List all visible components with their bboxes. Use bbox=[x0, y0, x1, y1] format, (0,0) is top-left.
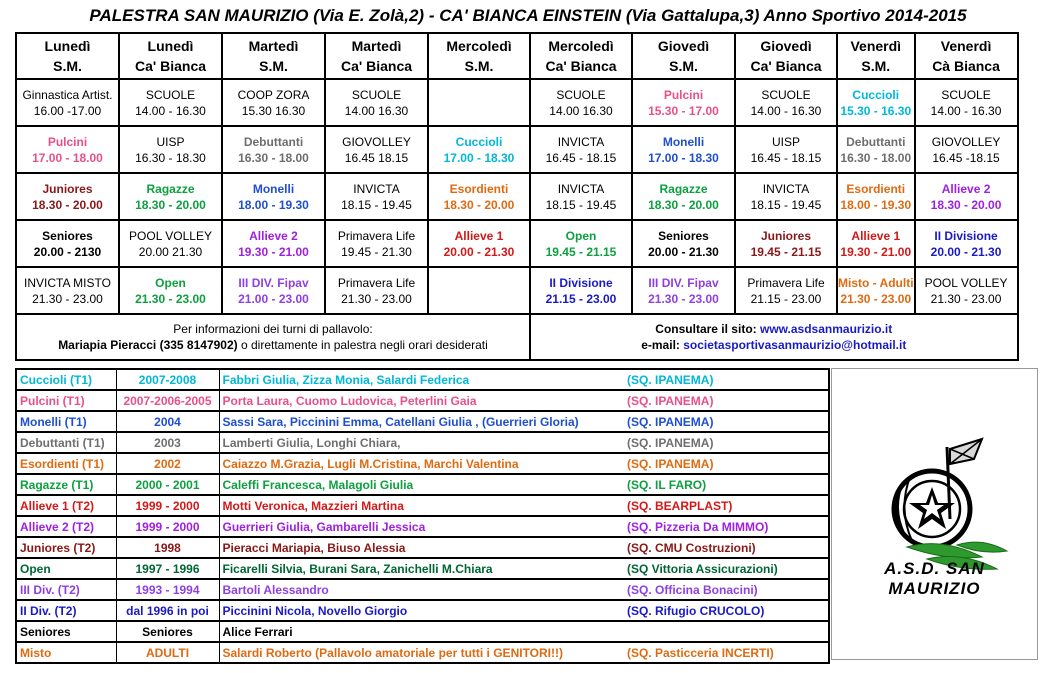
slot-team: Primavera Life bbox=[747, 275, 825, 290]
schedule-slot bbox=[119, 220, 222, 267]
roster-year: 1999 - 2000 bbox=[116, 495, 219, 516]
roster-row bbox=[16, 369, 829, 390]
slot-team: SCUOLE bbox=[351, 87, 402, 102]
slot-time: 16.45 - 18.15 bbox=[750, 150, 822, 165]
slot-team: POOL VOLLEY bbox=[129, 228, 212, 243]
gym-name: Ca' Bianca bbox=[134, 58, 207, 74]
schedule-slot bbox=[325, 220, 428, 267]
slot-team: INVICTA bbox=[762, 181, 810, 196]
day-name: Venerdì bbox=[850, 38, 902, 54]
roster-names: Lamberti Giulia, Longhi Chiara, bbox=[219, 432, 624, 453]
roster-team: (SQ Vittoria Assicurazioni) bbox=[624, 558, 829, 579]
logo-text-line1: A.S.D. SAN bbox=[884, 559, 985, 578]
roster-names: Pieracci Mariapia, Biuso Alessia bbox=[219, 537, 624, 558]
schedule-slot bbox=[530, 173, 632, 220]
roster-row bbox=[16, 432, 829, 453]
slot-team: Allieve 1 bbox=[851, 228, 901, 243]
schedule-slot bbox=[16, 220, 119, 267]
roster-year: 2007-2008 bbox=[116, 369, 219, 390]
slot-time: 21.15 - 23.00 bbox=[545, 291, 617, 306]
slot-time: 21.15 - 23.00 bbox=[750, 291, 822, 306]
slot-time: 18.30 - 20.00 bbox=[443, 197, 515, 212]
roster-row bbox=[16, 600, 829, 621]
day-header bbox=[325, 33, 428, 79]
slot-time: 16.45 18.15 bbox=[344, 150, 409, 165]
slot-team: GIOVOLLEY bbox=[931, 134, 1001, 149]
roster-group: Debuttanti (T1) bbox=[16, 432, 116, 453]
roster-team: (SQ. Officina Bonacini) bbox=[624, 579, 829, 600]
schedule-slot bbox=[530, 79, 632, 126]
schedule-slot bbox=[735, 173, 837, 220]
roster-team: (SQ. IPANEMA) bbox=[624, 432, 829, 453]
info-line: Per informazioni dei turni di pallavolo: bbox=[173, 322, 373, 336]
roster-row bbox=[16, 516, 829, 537]
slot-team: Ginnastica Artist. bbox=[22, 87, 113, 102]
roster-team: (SQ. Rifugio CRUCOLO) bbox=[624, 600, 829, 621]
roster-team: (SQ. Pasticceria INCERTI) bbox=[624, 642, 829, 663]
roster-group: Seniores bbox=[16, 621, 116, 642]
slot-time: 20.00 - 21.30 bbox=[648, 244, 719, 259]
gym-name: Cà Bianca bbox=[932, 58, 1000, 74]
roster-team: (SQ. IPANEMA) bbox=[624, 390, 829, 411]
slot-time: 17.00 - 18.30 bbox=[648, 150, 719, 165]
schedule-slot bbox=[735, 220, 837, 267]
schedule-slot bbox=[428, 173, 530, 220]
roster-row bbox=[16, 642, 829, 663]
slot-time: 21.30 - 23.00 bbox=[648, 291, 719, 306]
schedule-slot bbox=[325, 79, 428, 126]
site-line bbox=[531, 321, 1017, 337]
roster-year: 1999 - 2000 bbox=[116, 516, 219, 537]
slot-team: SCUOLE bbox=[145, 87, 196, 102]
slot-time: 19.45 - 21.30 bbox=[341, 244, 412, 259]
schedule-slot bbox=[915, 267, 1018, 314]
slot-team: Pulcini bbox=[663, 87, 704, 102]
slot-time: 18.00 - 19.30 bbox=[840, 197, 912, 212]
slot-time: 20.00 - 21.30 bbox=[930, 244, 1002, 259]
roster-year: 2003 bbox=[116, 432, 219, 453]
roster-row bbox=[16, 453, 829, 474]
schedule-slot bbox=[222, 220, 325, 267]
slot-time: 18.30 - 20.00 bbox=[32, 197, 103, 212]
slot-team: Juniores bbox=[42, 181, 93, 196]
roster-names: Ficarelli Silvia, Burani Sara, Zanichelli M.Chiara bbox=[219, 558, 624, 579]
schedule-slot bbox=[222, 267, 325, 314]
slot-time: 19.45 - 21.15 bbox=[545, 244, 617, 259]
gym-name: Ca' Bianca bbox=[545, 58, 617, 74]
slot-time: 16.30 - 18.00 bbox=[238, 150, 309, 165]
schedule-slot bbox=[837, 173, 915, 220]
website-link[interactable]: www.asdsanmaurizio.it bbox=[759, 322, 893, 336]
schedule-slot bbox=[632, 173, 735, 220]
slot-time: 18.00 - 19.30 bbox=[238, 197, 309, 212]
day-name: Lunedì bbox=[147, 38, 194, 54]
slot-time: 19.30 - 21.00 bbox=[840, 244, 912, 259]
slot-time: 19.45 - 21.15 bbox=[750, 244, 822, 259]
roster-names: Alice Ferrari bbox=[219, 621, 624, 642]
roster-team: (SQ. CMU Costruzioni) bbox=[624, 537, 829, 558]
schedule-slot bbox=[325, 173, 428, 220]
slot-team: Primavera Life bbox=[337, 228, 416, 243]
slot-time: 14.00 - 16.30 bbox=[750, 103, 822, 118]
schedule-slot bbox=[16, 173, 119, 220]
schedule-slot bbox=[837, 267, 915, 314]
roster-names: Motti Veronica, Mazzieri Martina bbox=[219, 495, 624, 516]
slot-time: 18.15 - 19.45 bbox=[750, 197, 822, 212]
website-info bbox=[530, 314, 1018, 360]
day-name: Giovedì bbox=[760, 38, 812, 54]
schedule-slot bbox=[915, 173, 1018, 220]
slot-team: Seniores bbox=[42, 228, 93, 243]
slot-time: 18.30 - 20.00 bbox=[648, 197, 719, 212]
schedule-slot bbox=[119, 126, 222, 173]
slot-team: Primavera Life bbox=[337, 275, 416, 290]
slot-team: Seniores bbox=[658, 228, 709, 243]
roster-group: Pulcini (T1) bbox=[16, 390, 116, 411]
roster-team: (SQ. IPANEMA) bbox=[624, 453, 829, 474]
roster-row bbox=[16, 621, 829, 642]
slot-team: Pulcini bbox=[47, 134, 88, 149]
slot-team: Esordienti bbox=[449, 181, 509, 196]
schedule-slot bbox=[428, 267, 530, 314]
roster-row bbox=[16, 390, 829, 411]
day-header bbox=[428, 33, 530, 79]
email-line bbox=[531, 337, 1017, 353]
slot-team: Juniores bbox=[760, 228, 811, 243]
slot-team: COOP ZORA bbox=[237, 87, 310, 102]
slot-time: 15.30 - 17.00 bbox=[648, 103, 719, 118]
roster-row bbox=[16, 558, 829, 579]
roster-row bbox=[16, 474, 829, 495]
roster-year: Seniores bbox=[116, 621, 219, 642]
schedule-slot bbox=[119, 267, 222, 314]
roster-names: Sassi Sara, Piccinini Emma, Catellani Giulia , (Guerrieri Gloria) bbox=[219, 411, 624, 432]
slot-time: 21.30 - 23.00 bbox=[32, 291, 103, 306]
slot-team: II Divisione bbox=[934, 228, 998, 243]
slot-time: 16.30 - 18.00 bbox=[840, 150, 912, 165]
roster-group: II Div. (T2) bbox=[16, 600, 116, 621]
email-label: e-mail: bbox=[641, 338, 684, 352]
slot-time: 20.00 - 21.30 bbox=[443, 244, 515, 259]
roster-names: Fabbri Giulia, Zizza Monia, Salardi Federica bbox=[219, 369, 624, 390]
slot-time: 14.00 - 16.30 bbox=[930, 103, 1002, 118]
contact-name: Mariapia Pieracci (335 8147902) bbox=[58, 338, 238, 352]
roster-group: III Div. (T2) bbox=[16, 579, 116, 600]
slot-time: 15.30 16.30 bbox=[241, 103, 306, 118]
roster-row bbox=[16, 495, 829, 516]
day-header bbox=[915, 33, 1018, 79]
slot-team: Open bbox=[565, 228, 597, 243]
schedule-slot bbox=[915, 79, 1018, 126]
gym-name: Ca' Bianca bbox=[750, 58, 822, 74]
gym-name: S.M. bbox=[861, 58, 891, 74]
slot-time: 16.30 - 18.30 bbox=[135, 150, 206, 165]
roster-group: Cuccioli (T1) bbox=[16, 369, 116, 390]
schedule-slot bbox=[530, 220, 632, 267]
slot-team: Allieve 2 bbox=[941, 181, 991, 196]
info-line bbox=[17, 337, 529, 353]
slot-team: III DIV. Fipav bbox=[648, 275, 719, 290]
day-name: Lunedì bbox=[44, 38, 91, 54]
schedule-slot bbox=[632, 267, 735, 314]
roster-year: ADULTI bbox=[116, 642, 219, 663]
roster-year: 2002 bbox=[116, 453, 219, 474]
day-name: Martedì bbox=[351, 38, 402, 54]
slot-time: 19.30 - 21.00 bbox=[238, 244, 309, 259]
site-label: Consultare il sito: bbox=[655, 322, 760, 336]
slot-team: Cuccioli bbox=[455, 134, 503, 149]
slot-team: GIOVOLLEY bbox=[342, 134, 411, 149]
slot-team: Monelli bbox=[252, 181, 295, 196]
slot-team: Debuttanti bbox=[846, 134, 906, 149]
slot-team: III DIV. Fipav bbox=[238, 275, 309, 290]
day-header bbox=[735, 33, 837, 79]
schedule-slot bbox=[16, 126, 119, 173]
roster-team: (SQ. IL FARO) bbox=[624, 474, 829, 495]
slot-team: POOL VOLLEY bbox=[924, 275, 1008, 290]
roster-year: 2007-2006-2005 bbox=[116, 390, 219, 411]
slot-time: 17.00 - 18.30 bbox=[443, 150, 515, 165]
slot-team: INVICTA bbox=[557, 134, 605, 149]
slot-team: Ragazze bbox=[146, 181, 195, 196]
day-header bbox=[222, 33, 325, 79]
schedule-slot bbox=[428, 79, 530, 126]
contact-rest: o direttamente in palestra negli orari desiderati bbox=[237, 338, 488, 352]
roster-year: 2004 bbox=[116, 411, 219, 432]
slot-time: 14.00 16.30 bbox=[344, 103, 409, 118]
roster-group: Monelli (T1) bbox=[16, 411, 116, 432]
day-header bbox=[530, 33, 632, 79]
schedule-slot bbox=[16, 79, 119, 126]
schedule-slot bbox=[530, 267, 632, 314]
schedule-slot bbox=[325, 267, 428, 314]
day-name: Mercoledì bbox=[548, 38, 614, 54]
slot-team: INVICTA MISTO bbox=[24, 275, 111, 290]
slot-team: II Divisione bbox=[549, 275, 613, 290]
gym-name: S.M. bbox=[669, 58, 698, 74]
slot-time: 21.30 - 23.00 bbox=[840, 291, 912, 306]
schedule-slot bbox=[735, 267, 837, 314]
roster-team: (SQ. Pizzeria Da MIMMO) bbox=[624, 516, 829, 537]
roster-year: 1998 bbox=[116, 537, 219, 558]
slot-time: 18.30 - 20.00 bbox=[135, 197, 206, 212]
team-roster bbox=[15, 368, 830, 664]
roster-team: (SQ. IPANEMA) bbox=[624, 369, 829, 390]
slot-time: 15.30 - 16.30 bbox=[840, 103, 912, 118]
gym-name: S.M. bbox=[53, 58, 82, 74]
schedule-slot bbox=[428, 126, 530, 173]
slot-time: 21.00 - 23.00 bbox=[238, 291, 309, 306]
slot-time: 21.30 - 23.00 bbox=[341, 291, 412, 306]
roster-year: 1993 - 1994 bbox=[116, 579, 219, 600]
club-logo bbox=[831, 368, 1038, 660]
slot-time: 14.00 16.30 bbox=[549, 103, 613, 118]
email-link[interactable]: societasportivasanmaurizio@hotmail.it bbox=[683, 338, 907, 352]
slot-team: Ragazze bbox=[659, 181, 708, 196]
roster-year: 2000 - 2001 bbox=[116, 474, 219, 495]
slot-team: Debuttanti bbox=[243, 134, 304, 149]
schedule-slot bbox=[837, 126, 915, 173]
schedule-slot bbox=[16, 267, 119, 314]
day-header bbox=[837, 33, 915, 79]
slot-team: SCUOLE bbox=[941, 87, 991, 102]
slot-team: UISP bbox=[156, 134, 185, 149]
slot-time: 14.00 - 16.30 bbox=[135, 103, 206, 118]
day-header bbox=[632, 33, 735, 79]
schedule-slot bbox=[837, 220, 915, 267]
roster-group: Allieve 2 (T2) bbox=[16, 516, 116, 537]
roster-row bbox=[16, 411, 829, 432]
roster-names: Guerrieri Giulia, Gambarelli Jessica bbox=[219, 516, 624, 537]
contact-info bbox=[16, 314, 530, 360]
slot-time: 21.30 - 23.00 bbox=[135, 291, 206, 306]
slot-team: Allieve 1 bbox=[454, 228, 504, 243]
slot-time: 17.00 - 18.00 bbox=[32, 150, 103, 165]
schedule-slot bbox=[632, 79, 735, 126]
roster-team: (SQ. IPANEMA) bbox=[624, 411, 829, 432]
slot-time: 20.00 21.30 bbox=[138, 244, 203, 259]
slot-team: SCUOLE bbox=[556, 87, 606, 102]
logo-text-line2: MAURIZIO bbox=[888, 579, 981, 598]
roster-row bbox=[16, 579, 829, 600]
schedule-slot bbox=[915, 126, 1018, 173]
schedule-slot bbox=[119, 173, 222, 220]
gym-name: S.M. bbox=[464, 58, 494, 74]
slot-team: Monelli bbox=[662, 134, 705, 149]
schedule-slot bbox=[222, 126, 325, 173]
gym-name: Ca' Bianca bbox=[340, 58, 413, 74]
schedule-slot bbox=[837, 79, 915, 126]
day-name: Mercoledì bbox=[446, 38, 512, 54]
schedule-slot bbox=[325, 126, 428, 173]
schedule-slot bbox=[222, 173, 325, 220]
slot-team: Esordienti bbox=[846, 181, 906, 196]
roster-group: Misto bbox=[16, 642, 116, 663]
day-header bbox=[119, 33, 222, 79]
roster-group: Juniores (T2) bbox=[16, 537, 116, 558]
roster-group: Ragazze (T1) bbox=[16, 474, 116, 495]
roster-row bbox=[16, 537, 829, 558]
slot-team: Allieve 2 bbox=[249, 228, 298, 243]
roster-names: Caiazzo M.Grazia, Lugli M.Cristina, Marchi Valentina bbox=[219, 453, 624, 474]
schedule-slot bbox=[222, 79, 325, 126]
slot-time: 18.30 - 20.00 bbox=[930, 197, 1002, 212]
slot-time: 16.45 - 18.15 bbox=[545, 150, 617, 165]
slot-team: Misto - Adulti bbox=[838, 275, 914, 290]
slot-time: 20.00 - 2130 bbox=[33, 244, 102, 259]
roster-team bbox=[624, 621, 829, 642]
slot-time: 16.00 -17.00 bbox=[33, 103, 102, 118]
schedule-slot bbox=[119, 79, 222, 126]
slot-team: SCUOLE bbox=[761, 87, 811, 102]
roster-names: Caleffi Francesca, Malagoli Giulia bbox=[219, 474, 624, 495]
slot-time: 21.30 - 23.00 bbox=[930, 291, 1002, 306]
schedule-slot bbox=[428, 220, 530, 267]
day-name: Martedì bbox=[248, 38, 299, 54]
schedule-slot bbox=[735, 126, 837, 173]
slot-team: UISP bbox=[771, 134, 800, 149]
day-name: Giovedì bbox=[657, 38, 710, 54]
roster-team: (SQ. BEARPLAST) bbox=[624, 495, 829, 516]
schedule-slot bbox=[530, 126, 632, 173]
day-header bbox=[16, 33, 119, 79]
schedule-slot bbox=[632, 220, 735, 267]
roster-group: Open bbox=[16, 558, 116, 579]
roster-year: 1997 - 1996 bbox=[116, 558, 219, 579]
roster-names: Porta Laura, Cuomo Ludovica, Peterlini Gaia bbox=[219, 390, 624, 411]
slot-team: INVICTA bbox=[557, 181, 605, 196]
roster-names: Bartoli Alessandro bbox=[219, 579, 624, 600]
slot-time: 16.45 -18.15 bbox=[932, 150, 1000, 165]
schedule-slot bbox=[735, 79, 837, 126]
gym-name: S.M. bbox=[259, 58, 288, 74]
day-name: Venerdì bbox=[940, 38, 992, 54]
schedule-slot bbox=[632, 126, 735, 173]
roster-names: Salardi Roberto (Pallavolo amatoriale per tutti i GENITORI!!) bbox=[219, 642, 624, 663]
page-title: PALESTRA SAN MAURIZIO (Via E. Zolà,2) - CA' BIANCA EINSTEIN (Via Gattalupa,3) Anno Sportivo 2014-2015 bbox=[89, 6, 967, 25]
schedule-slot bbox=[915, 220, 1018, 267]
slot-team: INVICTA bbox=[353, 181, 400, 196]
roster-group: Allieve 1 (T2) bbox=[16, 495, 116, 516]
slot-time: 18.15 - 19.45 bbox=[341, 197, 412, 212]
roster-year: dal 1996 in poi bbox=[116, 600, 219, 621]
roster-names: Piccinini Nicola, Novello Giorgio bbox=[219, 600, 624, 621]
slot-team: Open bbox=[155, 275, 186, 290]
roster-group: Esordienti (T1) bbox=[16, 453, 116, 474]
slot-team: Cuccioli bbox=[852, 87, 900, 102]
weekly-timetable bbox=[15, 32, 1019, 361]
slot-time: 18.15 - 19.45 bbox=[545, 197, 617, 212]
